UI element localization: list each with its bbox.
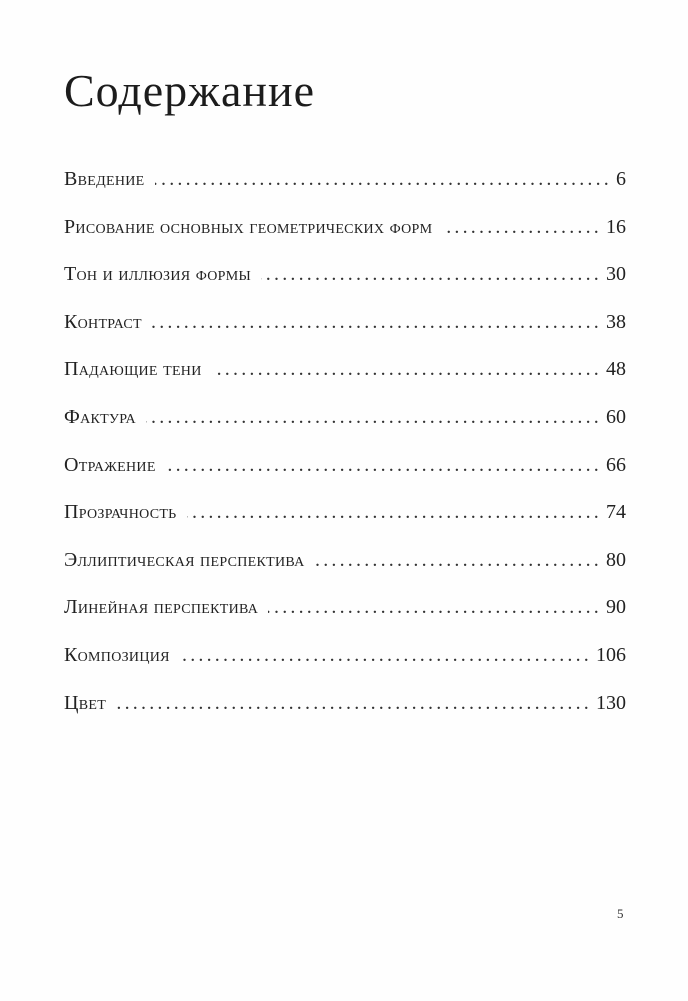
toc-leader-dots xyxy=(152,311,602,334)
toc-entry-reflection[interactable] xyxy=(64,454,626,502)
toc-entry-label: Падающие тени xyxy=(64,358,202,381)
toc-entry-label: Прозрачность xyxy=(64,501,177,524)
toc-leader-dots xyxy=(116,692,592,715)
toc-entry-label: Введение xyxy=(64,168,145,190)
toc-entry-page: 74 xyxy=(606,501,626,524)
toc-entry-label: Линейная перспектива xyxy=(64,596,259,619)
toc-entry-tone-and-form[interactable] xyxy=(64,263,626,311)
toc-entry-label: Эллиптическая перспектива xyxy=(64,548,305,571)
toc-entry-label: Контраст xyxy=(64,310,142,333)
toc-leader-dots xyxy=(212,358,602,381)
toc-entry-label: Тон и иллюзия формы xyxy=(64,263,251,286)
toc-entry-label: Рисование основных геометрических форм xyxy=(64,215,433,238)
toc-entry-linear-perspective[interactable] xyxy=(64,596,626,644)
toc-entry-page: 106 xyxy=(596,643,626,666)
toc-leader-dots xyxy=(187,501,602,524)
toc-entry-texture[interactable] xyxy=(64,406,626,454)
toc-entry-introduction[interactable] xyxy=(64,168,626,216)
toc-leader-dots xyxy=(155,168,612,191)
toc-leader-dots xyxy=(442,216,602,239)
toc-entry-page: 60 xyxy=(606,405,626,428)
table-of-contents xyxy=(64,168,626,739)
toc-entry-label: Отражение xyxy=(64,453,156,476)
toc-entry-page: 80 xyxy=(606,548,626,571)
page-number: 5 xyxy=(617,906,624,921)
toc-entry-basic-geometric-forms[interactable] xyxy=(64,216,626,264)
toc-entry-label: Фактура xyxy=(64,405,136,428)
toc-entry-page: 6 xyxy=(616,168,626,190)
toc-leader-dots xyxy=(261,263,602,286)
toc-entry-contrast[interactable] xyxy=(64,311,626,359)
toc-entry-page: 38 xyxy=(606,310,626,333)
page-title: Содержание xyxy=(64,65,316,116)
toc-entry-page: 130 xyxy=(596,691,626,714)
toc-entry-page: 66 xyxy=(606,453,626,476)
toc-leader-dots xyxy=(146,406,602,429)
toc-entry-label: Цвет xyxy=(64,691,107,714)
toc-entry-page: 16 xyxy=(606,215,626,238)
toc-leader-dots xyxy=(180,644,592,667)
toc-entry-elliptical-perspective[interactable] xyxy=(64,549,626,597)
toc-entry-page: 90 xyxy=(606,596,626,619)
toc-leader-dots xyxy=(268,596,602,619)
toc-entry-composition[interactable] xyxy=(64,644,626,692)
toc-entry-page: 48 xyxy=(606,358,626,381)
toc-entry-label: Композиция xyxy=(64,643,170,666)
toc-entry-transparency[interactable] xyxy=(64,501,626,549)
toc-entry-cast-shadows[interactable] xyxy=(64,358,626,406)
toc-leader-dots xyxy=(315,549,602,572)
toc-leader-dots xyxy=(166,454,602,477)
toc-entry-color[interactable] xyxy=(64,692,626,740)
toc-entry-page: 30 xyxy=(606,263,626,286)
